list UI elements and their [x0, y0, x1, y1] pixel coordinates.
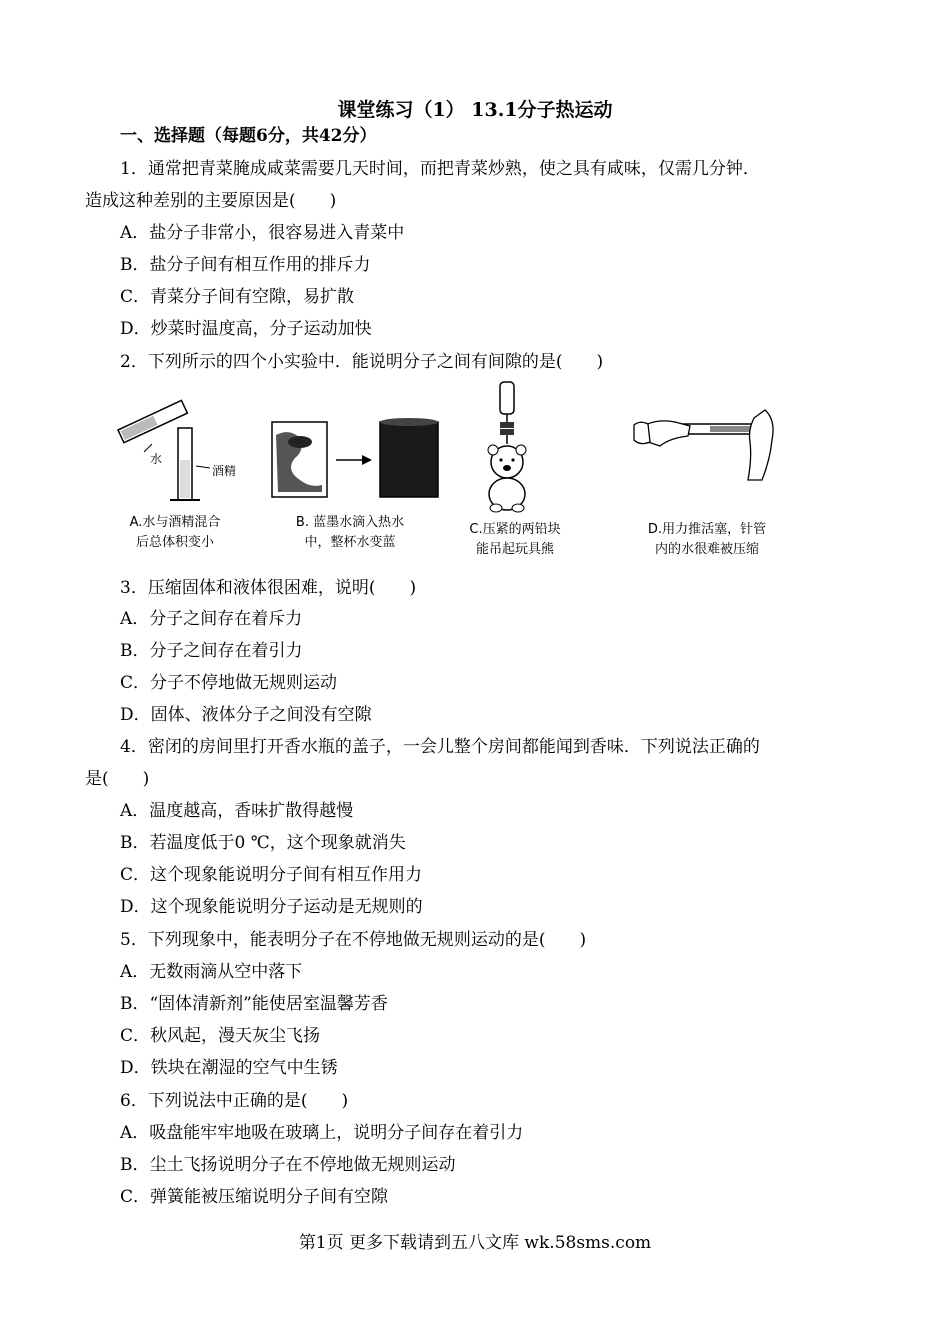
question-1-option-c: C．青菜分子间有空隙，易扩散	[120, 287, 355, 307]
question-3-option-c: C．分子不停地做无规则运动	[120, 673, 338, 693]
experiment-figure	[100, 380, 800, 570]
question-6-option-a: A．吸盘能牢牢地吸在玻璃上，说明分子间存在着引力	[120, 1123, 524, 1143]
panel-b-caption-line-1: B. 蓝墨水滴入热水	[295, 515, 405, 530]
question-4-stem-line-2: 是( )	[85, 769, 150, 789]
panel-b-caption	[280, 513, 420, 553]
panel-d-illustration	[634, 410, 773, 480]
panel-c-illustration	[488, 382, 526, 512]
panel-b-caption-line-2: 中，整杯水变蓝	[304, 535, 396, 550]
panel-a-caption-line-2: 后总体积变小	[135, 535, 214, 550]
question-5-option-d: D．铁块在潮湿的空气中生锈	[120, 1058, 338, 1078]
question-5-stem: 5．下列现象中，能表明分子在不停地做无规则运动的是( )	[120, 930, 587, 950]
question-3-option-d: D．固体、液体分子之间没有空隙	[120, 705, 372, 725]
question-1-stem-line-2: 造成这种差别的主要原因是( )	[85, 191, 337, 211]
question-5-option-b: B．“固体清新剂”能使居室温馨芳香	[120, 994, 388, 1014]
panel-d-caption-line-1: D.用力推活塞，针管	[647, 522, 767, 537]
panel-c-caption-line-1: C.压紧的两铅块	[469, 522, 561, 537]
question-1-option-d: D．炒菜时温度高，分子运动加快	[120, 319, 372, 339]
page-footer: 第1页 更多下载请到五八文库 wk.58sms.com	[298, 1233, 652, 1253]
panel-a-caption	[115, 513, 235, 553]
question-4-option-c: C．这个现象能说明分子间有相互作用力	[120, 865, 423, 885]
question-4-stem-line-1: 4．密闭的房间里打开香水瓶的盖子，一会儿整个房间都能闻到香味．下列说法正确的	[120, 737, 760, 757]
question-1-option-b: B．盐分子间有相互作用的排斥力	[120, 255, 371, 275]
section-heading: 一、选择题（每题6分，共42分）	[120, 126, 377, 146]
question-3-stem: 3．压缩固体和液体很困难，说明( )	[120, 578, 417, 598]
panel-b-illustration	[272, 418, 438, 497]
page-title: 课堂练习（1） 13.1分子热运动	[337, 99, 613, 121]
question-1-option-a: A．盐分子非常小，很容易进入青菜中	[120, 223, 405, 243]
question-3-option-b: B．分子之间存在着引力	[120, 641, 303, 661]
panel-d-caption-line-2: 内的水很难被压缩	[654, 542, 759, 557]
panel-a-caption-line-1: A.水与酒精混合	[129, 515, 221, 530]
question-6-option-c: C．弹簧能被压缩说明分子间有空隙	[120, 1187, 389, 1207]
label-alcohol: 酒精	[212, 464, 237, 478]
question-6-option-b: B．尘土飞扬说明分子在不停地做无规则运动	[120, 1155, 456, 1175]
question-2-stem: 2．下列所示的四个小实验中．能说明分子之间有间隙的是( )	[120, 352, 604, 372]
question-4-option-b: B．若温度低于0 ℃，这个现象就消失	[120, 833, 406, 853]
question-1-stem-line-1: 1．通常把青菜腌成咸菜需要几天时间，而把青菜炒熟，使之具有咸味，仅需几分钟．	[120, 159, 760, 179]
panel-c-caption-line-2: 能吊起玩具熊	[475, 542, 554, 557]
label-water: 水	[150, 452, 163, 466]
question-5-option-a: A．无数雨滴从空中落下	[120, 962, 303, 982]
panel-c-caption	[455, 520, 575, 560]
question-6-stem: 6．下列说法中正确的是( )	[120, 1091, 349, 1111]
question-3-option-a: A．分子之间存在着斥力	[120, 609, 303, 629]
question-4-option-d: D．这个现象能说明分子运动是无规则的	[120, 897, 423, 917]
question-5-option-c: C．秋风起，漫天灰尘飞扬	[120, 1026, 321, 1046]
panel-d-caption	[632, 520, 782, 560]
question-4-option-a: A．温度越高，香味扩散得越慢	[120, 801, 354, 821]
panel-a-illustration	[118, 400, 210, 500]
